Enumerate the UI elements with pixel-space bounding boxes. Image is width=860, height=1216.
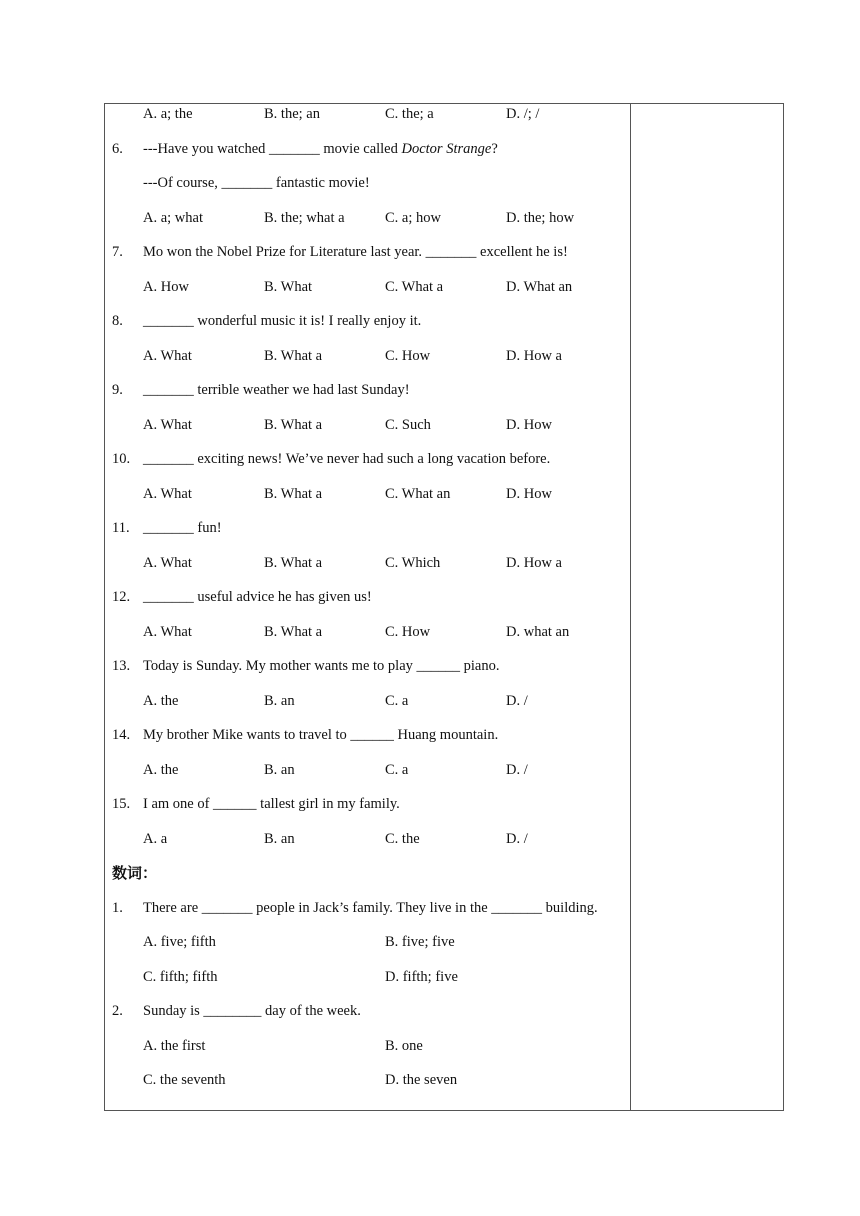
question-number: 13. [112,658,131,674]
option-b: B. an [264,761,295,778]
option-b: B. an [264,692,295,709]
option-a: A. the [143,761,179,778]
question-9 [112,379,627,414]
question-11 [112,517,627,552]
option-a: A. the [143,692,179,709]
option-c: C. fifth; fifth [143,968,218,985]
options-row [112,1069,627,1104]
option-a: A. five; fifth [143,934,216,950]
option-c: C. What a [385,278,444,295]
option-a: A. How [143,278,189,295]
options-row [112,931,627,966]
question-text: _______ terrible weather we had last Sunday! [143,382,410,398]
question-text: _______ useful advice he has given us! [143,589,372,605]
option-d: D. /; / [506,106,540,122]
option-c: C. How [385,347,431,364]
option-d: D. the; how [506,209,575,226]
option-d: D. How [506,485,552,502]
question-text: _______ wonderful music it is! I really enjoy it. [143,313,422,329]
options-row [112,414,627,449]
option-a: A. a; what [143,209,203,226]
question-text: ---Have you watched _______ movie called Doctor Strange? [143,140,498,157]
option-c: C. the; a [385,106,434,122]
option-a: A. What [143,623,192,640]
question-8 [112,310,627,345]
option-b: B. the; what a [264,209,345,226]
question-text: My brother Mike wants to travel to ______ Huang mountain. [143,727,499,743]
option-a: A. What [143,485,192,502]
option-b: B. What a [264,416,323,433]
question-15 [112,793,627,828]
question-text: _______ exciting news! We’ve never had such a long vacation before. [143,451,551,467]
option-a: A. What [143,554,192,571]
options-row [112,276,627,311]
options-row [112,552,627,587]
option-c: C. What an [385,485,451,502]
numerals-question-2 [112,1000,627,1035]
option-c: C. a [385,761,409,778]
question-text: _______ fun! [143,520,222,536]
question-text: I am one of ______ tallest girl in my family. [143,796,400,812]
options-row [112,483,627,518]
question-text: Sunday is ________ day of the week. [143,1003,361,1019]
option-d: D. / [506,692,528,709]
option-d: D. / [506,761,528,778]
option-d: D. What an [506,278,573,295]
option-c: C. the seventh [143,1072,226,1088]
question-number: 14. [112,727,131,743]
option-a: A. What [143,347,192,364]
question-text: There are _______ people in Jack’s family. They live in the _______ building. [143,899,598,916]
option-c: C. a; how [385,209,441,226]
option-a: A. the first [143,1037,206,1054]
options-row [112,759,627,794]
question-number: 15. [112,796,131,812]
option-b: B. the; an [264,106,320,122]
question-number: 12. [112,589,131,605]
option-a: A. a; the [143,106,193,122]
option-b: B. five; five [385,934,455,950]
options-row [112,966,627,1001]
option-d: D. How a [506,347,562,364]
question-number: 10. [112,451,131,467]
question-6-line2 [112,172,627,207]
question-number: 2. [112,1003,123,1019]
worksheet-content [112,103,627,1104]
question-14 [112,724,627,759]
option-d: D. the seven [385,1072,458,1088]
option-b: B. one [385,1037,423,1054]
question-number: 6. [112,140,123,157]
option-d: D. / [506,830,528,847]
option-c: C. the [385,830,420,847]
question-text: Mo won the Nobel Prize for Literature last year. _______ excellent he is! [143,244,568,260]
options-row [112,621,627,656]
option-b: B. What a [264,347,323,364]
option-d: D. fifth; five [385,968,458,985]
option-b: B. an [264,830,295,847]
question-number: 9. [112,382,123,398]
option-c: C. a [385,692,409,709]
option-d: D. How [506,416,552,433]
column-divider [630,103,631,1111]
question-number: 7. [112,244,123,260]
options-row [112,828,627,863]
question-6 [112,138,627,173]
option-a: A. What [143,416,192,433]
option-b: B. What a [264,485,323,502]
question-text: ---Of course, _______ fantastic movie! [143,175,370,191]
section-heading-numerals: 数词： [112,864,158,882]
numerals-question-1 [112,897,627,932]
option-b: B. What a [264,554,323,571]
movie-title: Doctor Strange [401,140,492,157]
options-row [112,103,627,138]
option-a: A. a [143,830,168,847]
options-row [112,690,627,725]
question-10 [112,448,627,483]
option-b: B. What [264,278,313,295]
question-text: Today is Sunday. My mother wants me to play ______ piano. [143,658,500,674]
question-number: 8. [112,313,123,329]
option-c: C. Such [385,416,431,433]
question-13 [112,655,627,690]
option-d: D. How a [506,554,562,571]
option-c: C. Which [385,554,441,571]
question-number: 1. [112,899,123,916]
options-row [112,207,627,242]
question-12 [112,586,627,621]
question-number: 11. [112,520,130,536]
options-row [112,345,627,380]
options-row [112,1035,627,1070]
option-b: B. What a [264,623,323,640]
option-c: C. How [385,623,431,640]
option-d: D. what an [506,623,570,640]
question-7 [112,241,627,276]
